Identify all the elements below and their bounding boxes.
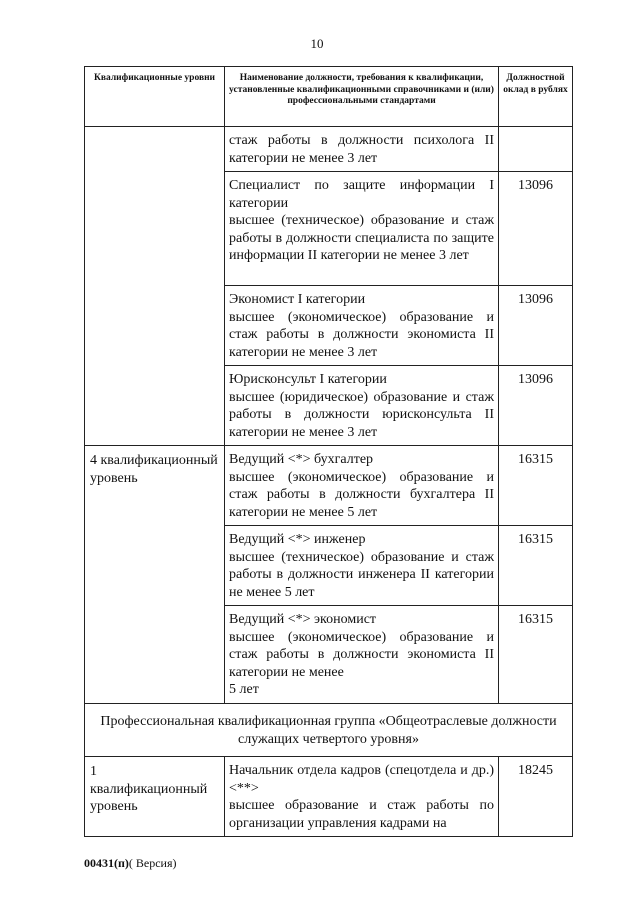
level-1-cell [85, 757, 225, 837]
position-title: Ведущий <*> инженер [229, 532, 366, 547]
row-salary: 16315 [499, 526, 573, 606]
position-title: Начальник отдела кадров (спецотдела и др.) <**> [229, 763, 494, 796]
row-description [225, 366, 499, 446]
document-code: 00431(п) [84, 856, 129, 870]
group-heading-row [85, 704, 573, 757]
row-description [225, 446, 499, 526]
page-number: 10 [310, 36, 324, 51]
position-requirements: высшее образование и стаж работы по организации управления кадрами на [229, 798, 494, 831]
row-description [225, 757, 499, 837]
row-description [225, 286, 499, 366]
row-description [225, 127, 499, 172]
row-salary: 13096 [499, 366, 573, 446]
table-row [85, 446, 573, 526]
row-salary: 16315 [499, 606, 573, 704]
row-salary: 18245 [499, 757, 573, 837]
position-requirements: высшее (техническое) образование и стаж работы в должности инженера II категории не менее 5 лет [229, 549, 494, 600]
table-row [85, 127, 573, 172]
row-salary [499, 127, 573, 172]
position-title: Ведущий <*> бухгалтер [229, 452, 374, 467]
position-title: Специалист по защите информации I категории [229, 178, 494, 211]
position-requirements-tail: 5 лет [229, 682, 259, 697]
position-requirements: высшее (экономическое) образование и стаж работы в должности экономиста II категории не менее 3 лет [229, 309, 494, 360]
header-level: Квалификационные уровни [85, 67, 225, 127]
document-footer [84, 856, 177, 871]
row-description [225, 606, 499, 704]
header-salary: Должностной оклад в рублях [499, 67, 573, 127]
position-requirements: высшее (экономическое) образование и стаж работы в должности экономиста II категории не менее [229, 629, 494, 680]
row-salary: 16315 [499, 446, 573, 526]
level-cell-empty [85, 127, 225, 446]
position-title: Ведущий <*> экономист [229, 612, 377, 627]
position-requirements: высшее (техническое) образование и стаж работы в должности специалиста по защите информации II категории не менее 3 лет [229, 213, 494, 263]
row-description [225, 526, 499, 606]
level-text: квалификационный уровень [90, 781, 208, 814]
table-row [85, 757, 573, 837]
level-4-cell: 4 квалификационный уровень [85, 446, 225, 704]
row-salary: 13096 [499, 172, 573, 286]
position-requirements: высшее (юридическое) образование и стаж работы в должности юрисконсульта II категории не менее 3 лет [229, 389, 494, 440]
document-version: ( Версия) [128, 856, 177, 870]
position-title: Экономист I категории [229, 292, 366, 307]
position-title: Юрисконсульт I категории [229, 372, 387, 387]
qualification-table [84, 66, 573, 837]
row-salary: 13096 [499, 286, 573, 366]
level-number: 1 [90, 764, 97, 779]
position-requirements: высшее (экономическое) образование и стаж работы в должности бухгалтера II категории не менее 5 лет [229, 469, 494, 520]
header-description: Наименование должности, требования к квалификации, установленные квалификационными справочниками и (или) профессиональными стандартами [225, 67, 499, 127]
group-heading: Профессиональная квалификационная группа «Общеотраслевые должности служащих четвертого уровня» [85, 704, 573, 757]
description-line: стаж работы в должности психолога II категории не менее 3 лет [229, 133, 494, 166]
row-description [225, 172, 499, 286]
table-header-row [85, 67, 573, 127]
